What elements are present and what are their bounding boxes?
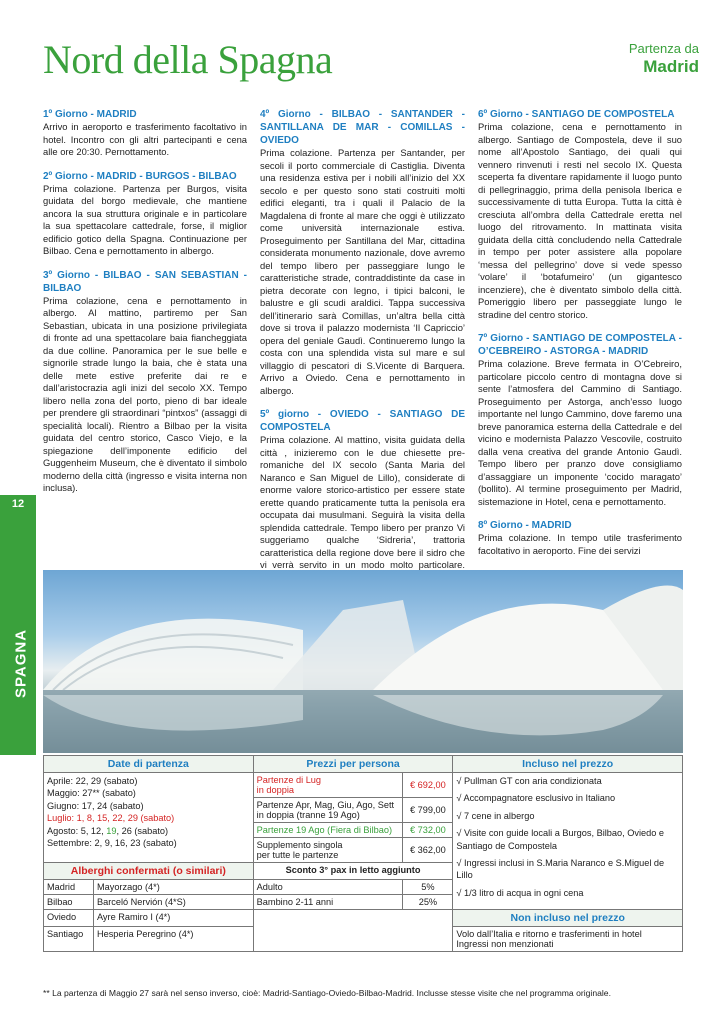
- day-heading: 4º Giorno - BILBAO - SANTANDER - SANTILLANA DE MAR - COMILLAS - OVIEDO: [260, 109, 465, 146]
- date-row: Settembre: 2, 9, 16, 23 (sabato): [47, 838, 177, 849]
- price-label: Partenze di Lug in doppia: [253, 773, 403, 798]
- included-item: √ Pullman GT con aria condizionata: [456, 776, 602, 786]
- day-text: Arrivo in aeroporto e trasferimento facoltativo in hotel. Incontro con gli altri partecipanti e cena alle ore 20:30. Pernottamento.: [43, 121, 247, 157]
- discount-value: 5%: [403, 880, 453, 895]
- hotels-header: Alberghi confermati (o similari): [44, 863, 254, 880]
- departure-line1: Partenza da: [628, 41, 699, 56]
- price-label: Partenze Apr, Mag, Giu, Ago, Sett in doppia (tranne 19 Ago): [253, 798, 403, 823]
- hotel-city: Santiago: [44, 927, 94, 952]
- price-value: € 692,00: [403, 773, 453, 798]
- itinerary-column-3: [478, 108, 682, 568]
- day-text: Prima colazione. Partenza per Santander, per secoli il porto commerciale di Castiglia. Diventa una residenza estiva per i nobili all’inizio del XX secolo e per questo sono stati costruiti molti edifici eleganti, tra i quali il Palacio de la Magdalena di fronte al mare che oggi è utilizzato come università internazionale estiva. Proseguimento per Santillana del Mar, cittadina considerata monumento nazionale, dove avremo del tempo libero per passeggiare lungo le caratteristiche strade, contraddistinte da case in pietra decorate con legno, i tipici balconi, le balustre e gli scudi araldici. Tappa successiva dell’itinerario sarà Comillas, un’altra bella città dove si trova il palazzo modernista ‘Il Capriccio’ opera del geniale Gaudì. Continueremo lungo la costa con una splendida vista sul mare e sul villaggio di pescatori di S.Vicente di Barquera. Arrivo a Oviedo. Cena e pernottamento in albergo.: [260, 147, 465, 396]
- discount-label: Bambino 2-11 anni: [253, 895, 403, 910]
- country-label: SPAGNA: [12, 628, 30, 699]
- date-row: Agosto: 5, 12, 19, 26 (sabato): [47, 825, 169, 836]
- hotel-name: Barceló Nervión (4*S): [93, 895, 253, 910]
- included-list: [453, 773, 683, 910]
- price-value: € 799,00: [403, 798, 453, 823]
- footnote: ** La partenza di Maggio 27 sarà nel senso inverso, cioè: Madrid-Santiago-Oviedo-Bilbao-Madrid. Inclusse stesse visite che nel programma originale.: [43, 988, 611, 998]
- side-band: [0, 495, 36, 755]
- included-item: √ Ingressi inclusi in S.Maria Naranco e S.Miguel de Lillo: [456, 858, 665, 881]
- hotel-city: Oviedo: [44, 910, 94, 927]
- day-heading: 3º Giorno - BILBAO - SAN SEBASTIAN - BILBAO: [43, 269, 247, 294]
- departure-label: [629, 40, 699, 76]
- price-label: Partenze 19 Ago (Fiera di Bilbao): [253, 823, 403, 838]
- included-item: √ Visite con guide locali a Burgos, Bilbao, Oviedo e Santiago de Compostela: [456, 828, 665, 851]
- day-text: Prima colazione. Al mattino, visita guidata della città , inizieremo con le due chiesette pre-romaniche del IX secolo (Santa Maria del Naranco e San Miguel de Lillo), considerate di enorme valore storico-artistico per essere state erette quando praticamente tutta la penisola era occupata dai musulmani. Seguirà la visita della splendida cattedrale. Tempo libero per pranzo Vi suggeriamo qualche ‘Sidreria’, trattoria caratteristica della regione dove bere il sidro che vi verrà servito in un modo molto particolare.: [260, 434, 465, 570]
- not-included-header: Non incluso nel prezzo: [453, 910, 683, 927]
- not-included-text: Volo dall’Italia e ritorno e trasferimenti in hotel Ingressi non menzionati: [453, 927, 683, 952]
- empty-cell: [253, 910, 453, 952]
- day-text: Prima colazione, cena e pernottamento in albergo. Al mattino, partiremo per San Sebastian, ubicata in una posizione privilegiata di fronte ad una spettacolare baia fiancheggiata da due colline. Panoramica per le sue belle e signorile strade lungo la baia, che è stata una delle mete estive preferite dai re e dall’aristocrazia agli inizi del secolo XX. Tempo libero nella zona del porto, pieno di bar ideale per prendere gli straordinari “pintxos” (assaggi di specialità locali). Rientro a Bilbao per la visita guidata del centro storico, Casco Viejo, e la spiegazione dell’imponente edificio del Guggenheim Museum, che è diventato il simbolo moderno della città (ingresso e visita interna non inclusa).: [43, 294, 247, 493]
- day-text: Prima colazione. Breve fermata in O’Cebreiro, particolare piccolo centro di montagna dove si sente l’atmosfera del Cammino di Santiago. Proseguimento per Astorga, anch’esso luogo importante nel lungo Cammino, dove faremo una breve panoramica esterna della Cattedrale e del vicino e modernista Palazzo Vescovile, costruito dalla vena creativa del grande Antonio Gaudì. Tempo libero per pranzo dove consigliamo d’assaggiare un imponente ‘cocido maragato’ (bollito). Al termine proseguimento per Madrid, sistemazione in Hotel, cena e pernottamento.: [478, 358, 682, 507]
- hotel-city: Bilbao: [44, 895, 94, 910]
- departure-city: Madrid: [643, 57, 699, 76]
- price-value: € 732,00: [403, 823, 453, 838]
- discount-title: Sconto 3° pax in letto aggiunto: [253, 863, 453, 880]
- day-heading: 2º Giorno - MADRID - BURGOS - BILBAO: [43, 170, 237, 182]
- day-heading: 5º giorno - OVIEDO - SANTIAGO DE COMPOSTELA: [260, 409, 465, 433]
- date-highlight: 19: [106, 825, 117, 836]
- prices-header: Prezzi per persona: [253, 756, 453, 773]
- dates-list: [44, 773, 254, 863]
- included-item: √ 1/3 litro di acqua in ogni cena: [456, 887, 584, 898]
- hotel-name: Mayorzago (4*): [93, 880, 253, 895]
- page-number: 12: [11, 498, 25, 510]
- discount-label: Adulto: [253, 880, 403, 895]
- discount-value: 25%: [403, 895, 453, 910]
- day-text: Prima colazione. In tempo utile trasferimento facoltativo in aeroporto. Fine dei servizi: [478, 532, 682, 556]
- itinerary-column-2: [260, 108, 465, 608]
- included-header: Incluso nel prezzo: [453, 756, 683, 773]
- day-heading: 1º Giorno - MADRID: [43, 109, 137, 120]
- architecture-photo: [43, 570, 683, 753]
- hotel-name: Hesperia Peregrino (4*): [93, 927, 253, 952]
- day-text: Prima colazione, cena e pernottamento in albergo. Santiago de Compostela, deve il suo nome all’Apostolo Santiago, dei quali qui vennero rinvenuti i resti nel secolo IX. Questa sceperta fa diventare rapidamente il luogo punto di pellegrinaggio, prima della penisola Iberica e successivamente di tutta Europa. Tutta la città è cresciuta all’ombra della Cattedrale eretta nel luogo del ritrovamento. In mattinata visita guidata della città concludendo nella Cattedrale in tempo per poter assistere alla popolare ‘messa del pellegrino’ dove si vede spesso ‘volare’ il ‘botafumeiro’ (un gigantesco incenziere), che è diventato simbolo della città. Pomeriggio libero per passeggiate lungo le stradine del centro storico.: [478, 121, 682, 320]
- day-text: Prima colazione. Partenza per Burgos, visita guidata del borgo medievale, che mantiene ancora la sua struttura originale e in particolare la sua spettacolare cattedrale, forse, il miglior edificio gotico della Spagna. Continuazione per Bilbao. Cena e pernottamento in albergo.: [43, 182, 247, 256]
- included-item: √ Accompagnatore esclusivo in Italiano: [456, 793, 616, 804]
- hotel-city: Madrid: [44, 880, 94, 895]
- price-table: [43, 755, 683, 952]
- date-row: Giugno: 17, 24 (sabato): [47, 800, 144, 811]
- day-heading: 7º Giorno - SANTIAGO DE COMPOSTELA - O’CEBREIRO - ASTORGA - MADRID: [478, 333, 682, 357]
- hotel-name: Ayre Ramiro I (4*): [93, 910, 253, 927]
- dates-header: Date di partenza: [44, 756, 254, 773]
- date-row: Aprile: 22, 29 (sabato): [47, 776, 138, 786]
- date-row: Luglio: 1, 8, 15, 22, 29 (sabato): [47, 813, 175, 824]
- itinerary-column-1: [43, 108, 247, 506]
- day-heading: 6º Giorno - SANTIAGO DE COMPOSTELA: [478, 109, 675, 120]
- date-row: Maggio: 27** (sabato): [47, 788, 136, 799]
- price-value: € 362,00: [403, 838, 453, 863]
- price-label: Supplemento singola per tutte le partenze: [253, 838, 403, 863]
- day-heading: 8º Giorno - MADRID: [478, 520, 572, 531]
- included-item: √ 7 cene in albergo: [456, 810, 535, 821]
- page-title: Nord della Spagna: [43, 37, 333, 82]
